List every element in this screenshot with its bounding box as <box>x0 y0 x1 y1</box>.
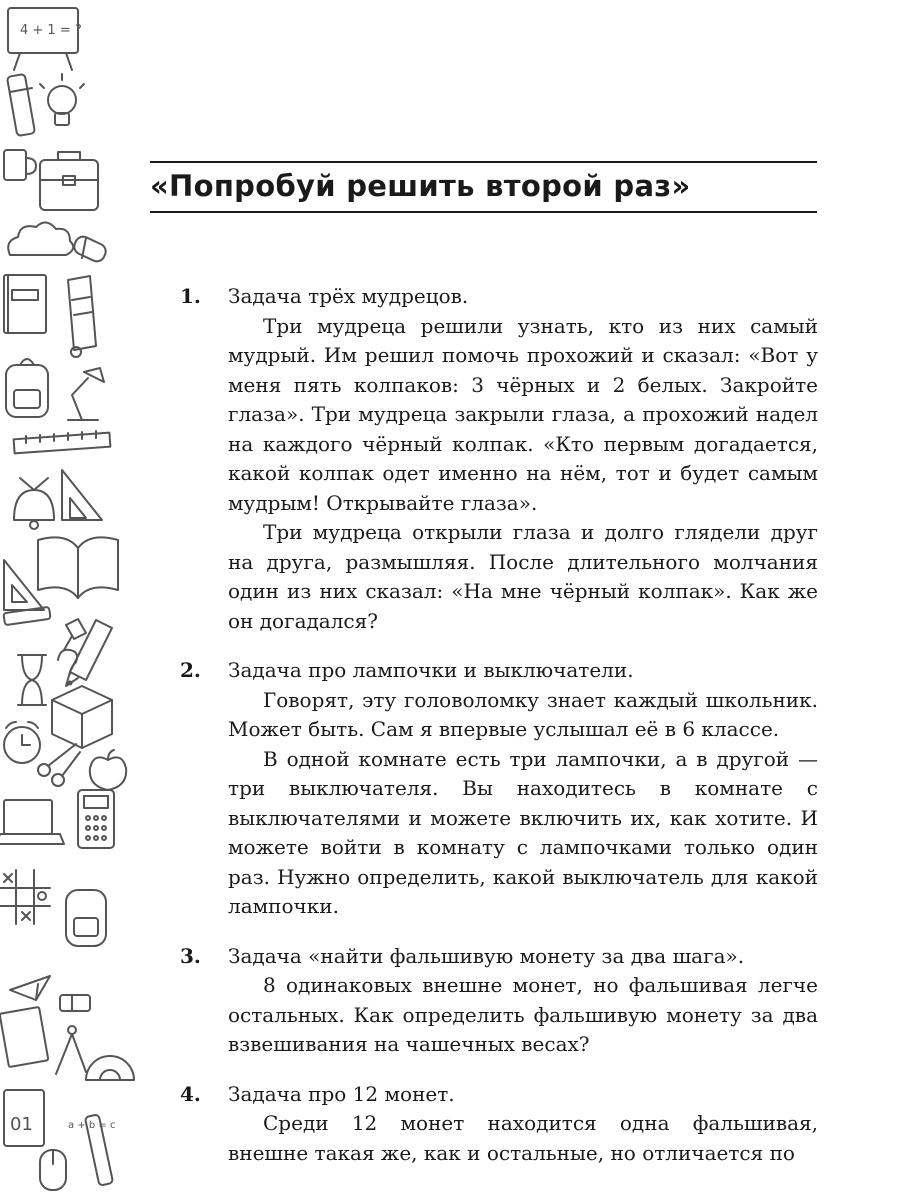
svg-text:4 + 1 = ?: 4 + 1 = ? <box>20 23 82 38</box>
problem-number: 2. <box>180 658 201 682</box>
protractor-icon <box>86 1056 134 1080</box>
title-rule-top <box>150 161 817 163</box>
chalkboard-icon <box>8 8 82 70</box>
lightbulb-icon <box>40 74 84 125</box>
marker-icon <box>7 74 35 136</box>
cloud-icon <box>8 222 73 255</box>
problem-item <box>180 1080 818 1169</box>
problem-paragraph: 8 одинаковых внешне монет, но фальшивая легче остальных. Как определить фальшивую монету за два взвешивания на чашечных весах? <box>228 973 818 1056</box>
cube-icon <box>52 686 112 748</box>
problem-heading: Задача про 12 монет. <box>228 1081 455 1106</box>
alarm-clock-icon <box>4 722 40 763</box>
notebook-icon <box>4 1090 44 1146</box>
laptop-icon <box>0 800 64 844</box>
problem-paragraph: Три мудреца открыли глаза и долго глядели друг на друга, размышляя. После длительного молчания один из них сказал: «На мне чёрный колпак». Как же он догадался? <box>228 520 818 633</box>
notebook-icon <box>0 1007 48 1067</box>
problem-heading-row <box>180 282 818 312</box>
problem-number: 1. <box>180 284 201 308</box>
problems-list <box>180 282 818 1188</box>
problem-item <box>180 942 818 1060</box>
scroll-icon <box>68 276 96 357</box>
pencil-icon <box>66 620 112 686</box>
mug-icon <box>4 150 36 180</box>
mouse-icon <box>40 1150 66 1190</box>
title-rule-bottom <box>150 211 817 213</box>
problem-item <box>180 282 818 636</box>
open-book-icon <box>38 537 118 598</box>
problem-paragraph: Среди 12 монет находится одна фальшивая, внешне такая же, как и остальные, но отличается по <box>228 1111 818 1165</box>
problem-paragraph: Три мудреца решили узнать, кто из них самый мудрый. Им решил помочь прохожий и сказал: «Вот у меня пять колпаков: 3 чёрных и 2 белых. Закройте глаза». Три мудреца закрыли глаза, а прохожий надел на каждого чёрный колпак. «Кто первым догадается, какой колпак одет именно на нём, тот и будет самым мудрым! Открывайте глаза». <box>228 313 818 515</box>
problem-heading: Задача «найти фальшивую монету за два шага». <box>228 943 745 968</box>
scissors-icon <box>38 744 80 786</box>
problem-heading: Задача трёх мудрецов. <box>228 284 469 308</box>
svg-text:01: 01 <box>10 1114 33 1135</box>
apple-icon <box>90 750 126 790</box>
compass-icon <box>56 1026 86 1074</box>
formula-doodle: a + b = c <box>68 1120 116 1131</box>
problem-paragraph: Говорят, эту головоломку знает каждый школьник. Может быть. Сам я впервые услышал её в 6 классе. <box>228 687 818 741</box>
briefcase-icon <box>40 152 98 210</box>
calculator-icon <box>78 790 114 848</box>
backpack-icon <box>6 359 48 417</box>
eraser-icon <box>72 234 109 264</box>
paper-plane-icon <box>10 976 50 1000</box>
backpack-icon <box>66 890 106 946</box>
problem-heading-row <box>180 1080 818 1110</box>
ruler-icon <box>14 431 111 453</box>
hourglass-icon <box>18 655 46 705</box>
problem-number: 3. <box>180 943 201 968</box>
problem-heading-row <box>180 942 818 972</box>
problem-number: 4. <box>180 1081 201 1106</box>
problem-heading: Задача про лампочки и выключатели. <box>228 658 634 682</box>
page-title: «Попробуй решить второй раз» <box>150 169 691 203</box>
doodle-decoration-strip <box>0 0 140 1200</box>
problem-heading-row <box>180 656 818 686</box>
desk-lamp-icon <box>68 368 104 420</box>
problem-item <box>180 656 818 922</box>
problem-paragraph: В одной комнате есть три лампочки, а в другой — три выключателя. Вы находитесь в комнате с выключателями и можете включить их, как хотите. И можете войти в комнату с лампочками только один раз. Нужно определить, какой выключатель для какой лампочки. <box>228 746 818 918</box>
eraser-icon <box>60 995 90 1011</box>
tic-tac-toe-icon <box>0 870 50 924</box>
notebook-icon <box>4 275 46 333</box>
triangle-icon <box>62 470 102 520</box>
bell-icon <box>14 478 54 529</box>
